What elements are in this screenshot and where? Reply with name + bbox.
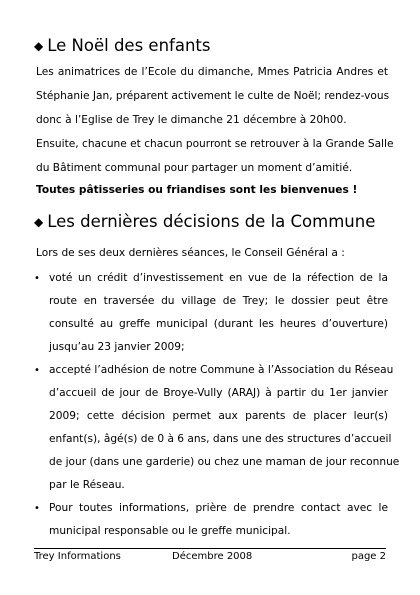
section-heading-commune bbox=[34, 212, 375, 233]
diamond-bullet-icon: ◆ bbox=[34, 39, 44, 53]
diamond-bullet-icon: ◆ bbox=[34, 215, 44, 229]
paragraph-line: donc à l’Eglise de Trey le dimanche 21 décembre à 20h00. bbox=[36, 114, 347, 126]
section-heading-noel bbox=[34, 36, 210, 57]
bullet-line: d’accueil de jour de Broye-Vully (ARAJ) à partir du 1er janvier bbox=[49, 387, 388, 399]
bullet-line: de jour (dans une garderie) ou chez une maman de jour reconnue bbox=[49, 456, 400, 468]
intro-line: Lors de ses deux dernières séances, le Conseil Général a : bbox=[36, 247, 345, 259]
bullet-line: consulté au greffe municipal (durant les heures d’ouverture) bbox=[49, 318, 388, 330]
section-title: Le Noël des enfants bbox=[47, 36, 211, 55]
bullet-line: route en traversée du village de Trey; le dossier peut être bbox=[49, 295, 388, 307]
bullet-line: jusqu’au 23 janvier 2009; bbox=[49, 341, 185, 353]
paragraph-line: Stéphanie Jan, préparent activement le culte de Noël; rendez-vous bbox=[36, 90, 390, 102]
footer-rule bbox=[34, 548, 386, 549]
bold-note: Toutes pâtisseries ou friandises sont les bienvenues ! bbox=[36, 184, 358, 196]
paragraph-line: Ensuite, chacune et chacun pourront se retrouver à la Grande Salle bbox=[36, 138, 394, 150]
bullet-dot-icon: • bbox=[34, 365, 40, 376]
paragraph-line: Les animatrices de l’Ecole du dimanche, Mmes Patricia Andres et bbox=[36, 66, 388, 78]
footer-publication: Trey Informations bbox=[34, 551, 121, 562]
bullet-line: Pour toutes informations, prière de prendre contact avec le bbox=[49, 502, 388, 514]
footer-page-number: page 2 bbox=[351, 551, 386, 562]
bullet-line: par le Réseau. bbox=[49, 479, 125, 491]
bullet-line: municipal responsable ou le greffe municipal. bbox=[49, 525, 291, 537]
bullet-line: voté un crédit d’investissement en vue de la réfection de la bbox=[49, 272, 388, 284]
bullet-line: accepté l’adhésion de notre Commune à l’Association du Réseau bbox=[49, 364, 394, 376]
bullet-line: 2009; cette décision permet aux parents de placer leur(s) bbox=[49, 410, 388, 422]
paragraph-line: du Bâtiment communal pour partager un moment d’amitié. bbox=[36, 162, 353, 174]
footer-date: Décembre 2008 bbox=[172, 551, 253, 562]
section-title: Les dernières décisions de la Commune bbox=[47, 212, 376, 231]
bullet-line: enfant(s), âgé(s) de 0 à 6 ans, dans une des structures d’accueil bbox=[49, 433, 392, 445]
bullet-dot-icon: • bbox=[34, 503, 40, 514]
bullet-dot-icon: • bbox=[34, 273, 40, 284]
